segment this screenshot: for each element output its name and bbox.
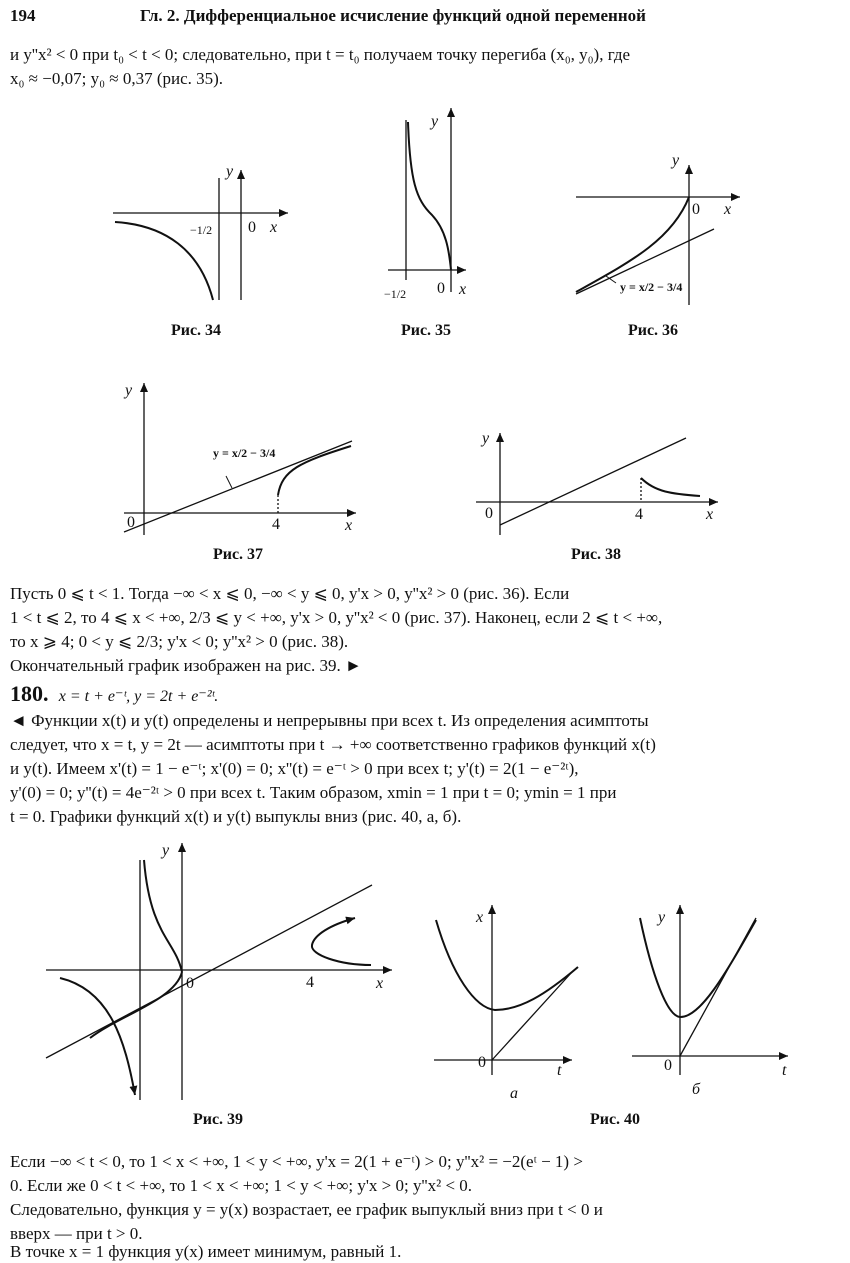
fig40b-vertical-label: y: [658, 909, 666, 926]
fig40-caption: Рис. 40: [589, 1111, 641, 1128]
fig40a-zero: 0: [478, 1054, 486, 1071]
solution-line-3: и y(t). Имеем x'(t) = 1 − e⁻ᵗ; x'(0) = 0; x''(t) = e⁻ᵗ > 0 при всех t; y'(t) = 2(1 − e⁻²ᵗ),: [10, 759, 579, 778]
problem-number: 180.: [10, 681, 49, 706]
solution-line-5: t = 0. Графики функций x(t) и y(t) выпуклы вниз (рис. 40, а, б).: [10, 807, 462, 826]
fig35-curve: [408, 122, 451, 270]
fig36-zero: 0: [692, 201, 700, 218]
solution-line-1: ◄ Функции x(t) и y(t) определены и непрерывны при всех t. Из определения асимптоты: [10, 711, 649, 730]
end-line-4: вверх — при t > 0.: [10, 1224, 143, 1243]
fig34-y-label: y: [226, 163, 234, 180]
fig34-x-label: x: [270, 219, 278, 236]
fig38-four: 4: [635, 506, 643, 523]
fig37-four: 4: [272, 516, 280, 533]
intro-line-2: x₀ ≈ −0,07; y₀ ≈ 0,37 (рис. 35).: [10, 69, 224, 88]
figure-35: [388, 108, 466, 292]
fig40a-vertical-label: x: [476, 909, 484, 926]
solution-line-4: y'(0) = 0; y''(t) = 4e⁻²ᵗ > 0 при всех t. Таким образом, xmin = 1 при t = 0; ymin = 1 при: [10, 783, 617, 802]
fig40a-curve: [436, 920, 578, 1010]
fig38-caption: Рис. 38: [570, 546, 622, 563]
fig39-branch-left: [60, 978, 135, 1095]
fig39-caption: Рис. 39: [192, 1111, 244, 1128]
para1-line-3: то x ⩾ 4; 0 < y ⩽ 2/3; y'x < 0; y''x² > 0 (рис. 38).: [10, 632, 349, 651]
fig40a-letter: а: [510, 1085, 518, 1102]
fig39-asymptote-oblique: [46, 885, 372, 1058]
fig35-x-label: x: [459, 281, 467, 298]
fig39-branch-lower: [90, 972, 182, 1038]
fig37-label-pointer: [226, 476, 232, 488]
fig39-zero: 0: [186, 975, 194, 992]
fig36-curve: [576, 197, 689, 292]
fig37-caption: Рис. 37: [212, 546, 264, 563]
fig38-zero: 0: [485, 505, 493, 522]
fig37-y-label: y: [125, 382, 133, 399]
figure-40a: [434, 905, 578, 1075]
fig35-y-label: y: [431, 113, 439, 130]
end-line-3: Следовательно, функция y = y(x) возрастает, ее график выпуклый вниз при t < 0 и: [10, 1200, 603, 1219]
fig37-zero: 0: [127, 514, 135, 531]
end-line-5: В точке x = 1 функция y(x) имеет минимум, равный 1.: [10, 1242, 402, 1261]
fig34-tick: −1/2: [190, 223, 213, 237]
fig37-curve: [278, 446, 351, 495]
fig37-asymptote-label: y = x/2 − 3/4: [213, 446, 276, 460]
problem-formula: x = t + e⁻ᵗ, y = 2t + e⁻²ᵗ.: [58, 688, 219, 705]
running-title: Гл. 2. Дифференциальное исчисление функций одной переменной: [140, 6, 646, 25]
figure-38: [476, 433, 718, 535]
fig40b-zero: 0: [664, 1057, 672, 1074]
end-line-2: 0. Если же 0 < t < +∞, то 1 < x < +∞; 1 < y < +∞; y'x > 0; y''x² < 0.: [10, 1176, 473, 1195]
fig36-y-label: y: [672, 152, 680, 169]
fig38-curve: [641, 478, 700, 496]
fig39-x-label: x: [376, 975, 384, 992]
fig36-asymptote-label: y = x/2 − 3/4: [620, 280, 683, 294]
para2: Окончательный график изображен на рис. 39. ►: [10, 656, 362, 675]
fig40b-letter: б: [692, 1081, 701, 1098]
fig37-x-label: x: [345, 517, 353, 534]
fig34-zero: 0: [248, 219, 256, 236]
fig40a-t-label: t: [557, 1062, 562, 1079]
solution-line-2: следует, что x = t, y = 2t — асимптоты при t → +∞ соответственно графиков функций x(t): [10, 735, 656, 754]
figure-40b: [632, 905, 788, 1075]
end-line-1: Если −∞ < t < 0, то 1 < x < +∞, 1 < y < +∞, y'x = 2(1 + e⁻ᵗ) > 0; y''x² = −2(eᵗ − 1) >: [10, 1152, 583, 1171]
fig35-zero: 0: [437, 280, 445, 297]
fig38-x-label: x: [706, 506, 714, 523]
fig35-caption: Рис. 35: [400, 322, 452, 339]
fig40b-t-label: t: [782, 1062, 787, 1079]
fig39-branch-right: [312, 918, 371, 965]
fig40a-asymptote: [492, 972, 572, 1060]
problem-heading: [10, 680, 840, 708]
fig40b-curve: [640, 918, 756, 1017]
fig36-caption: Рис. 36: [627, 322, 679, 339]
figure-39: [46, 843, 392, 1100]
fig35-tick: −1/2: [384, 287, 407, 301]
para1-line-2: 1 < t ⩽ 2, то 4 ⩽ x < +∞, 2/3 ⩽ y < +∞, y'x > 0, y''x² < 0 (рис. 37). Наконец, если 2 ⩽ t < +∞,: [10, 608, 663, 627]
fig39-y-label: y: [162, 842, 170, 859]
fig38-y-label: y: [482, 430, 490, 447]
para1-line-1: Пусть 0 ⩽ t < 1. Тогда −∞ < x ⩽ 0, −∞ < y ⩽ 0, y'x > 0, y''x² > 0 (рис. 36). Если: [10, 584, 570, 603]
fig39-branch-upper: [144, 860, 182, 972]
intro-line-1: и y''x² < 0 при t₀ < t < 0; следовательно, при t = t₀ получаем точку перегиба (x₀, y₀), где: [10, 45, 631, 64]
fig38-asymptote: [500, 438, 686, 525]
fig39-four: 4: [306, 974, 314, 991]
page-number: 194: [10, 6, 36, 25]
fig34-caption: Рис. 34: [170, 322, 222, 339]
fig36-x-label: x: [724, 201, 732, 218]
